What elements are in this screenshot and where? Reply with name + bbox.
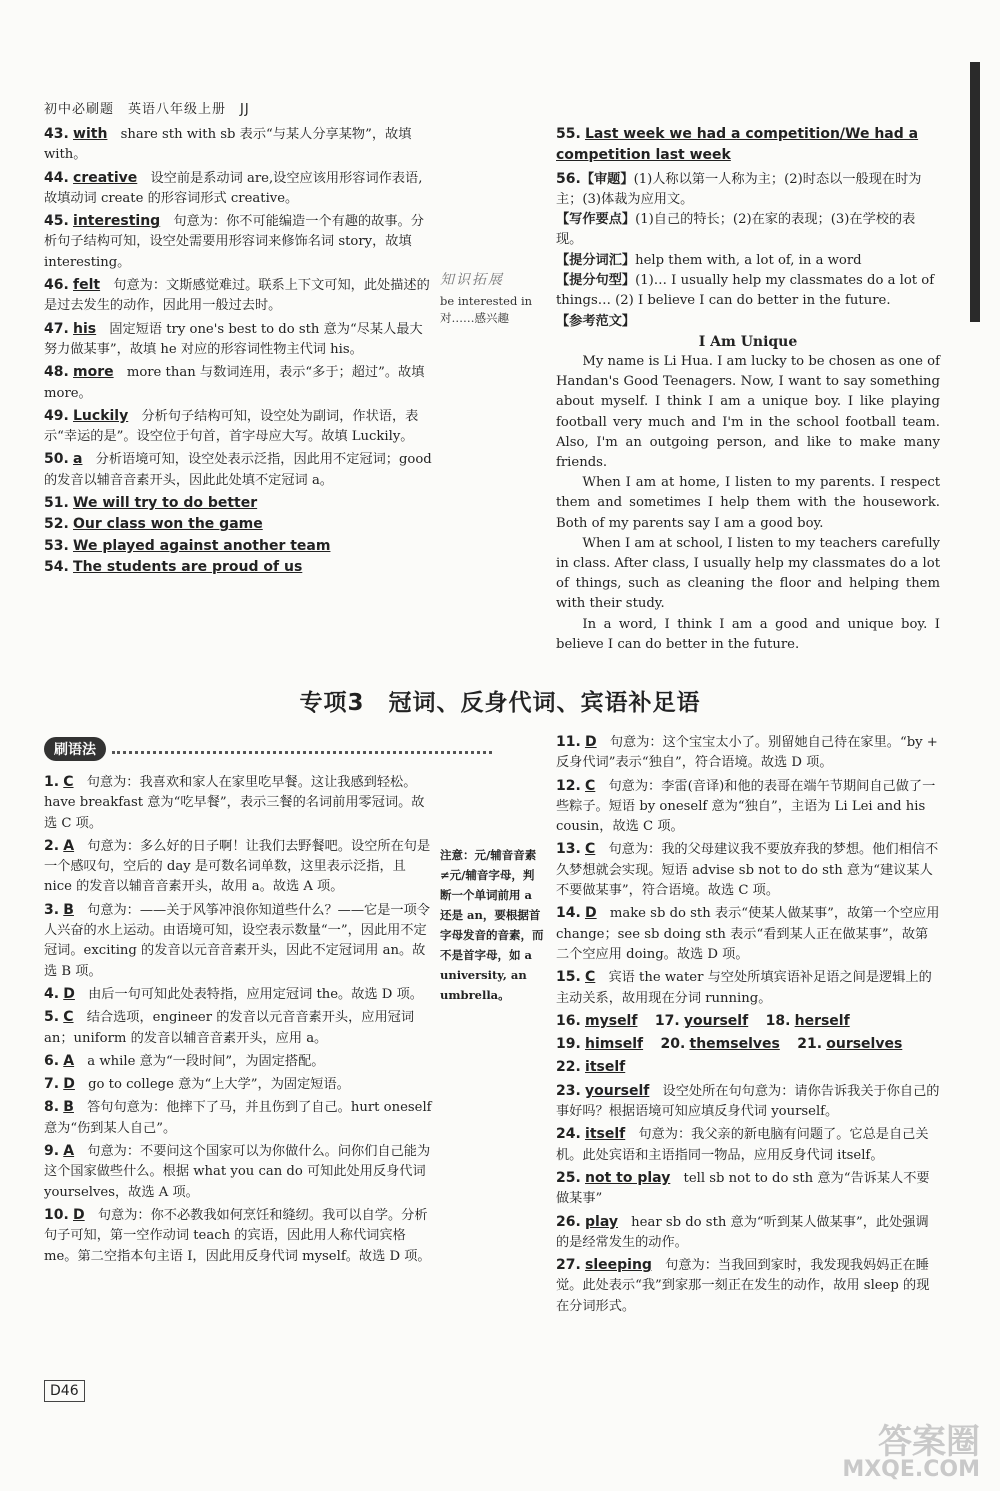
answer: We played against another team [73, 537, 331, 554]
question-item [44, 836, 434, 898]
question-number: 51. [44, 495, 69, 512]
question-number: 46. [44, 277, 69, 294]
guide-label: 【提分词汇】 [556, 252, 636, 268]
explanation: 固定短语 try one's best to do sth 意为“尽某人最大努力做某事”，故填 he 对应的形容词性物主代词 his。 [44, 321, 423, 357]
answer: D [63, 1076, 75, 1093]
question-number: 1. [44, 774, 60, 790]
question-number: 47. [44, 320, 69, 337]
question-number: 8. [44, 1099, 60, 1116]
guide-label: 【写作要点】 [556, 212, 636, 228]
essay-paragraph: In a word, I think I am a good and unique boy. I believe I can do better in the future. [556, 616, 940, 652]
short-answer-row [556, 1057, 940, 1078]
writing-guide-item [556, 251, 940, 271]
answer: Luckily [73, 407, 129, 424]
question-number: 15. [556, 969, 581, 986]
answer: D [73, 1206, 85, 1223]
answer: herself [794, 1012, 850, 1029]
question-number: 44. [44, 169, 69, 186]
guide-text: (1)自己的特长；(2)在家的表现；(3)在学校的表现。 [556, 212, 916, 248]
explanation: 句意为：李雷(音译)和他的表哥在端午节期间自己做了一些粽子。短语 by oneself 意为“独自”，主语为 Li Lei and his cousin，故选 C 项。 [556, 778, 936, 835]
answer: his [73, 320, 97, 337]
answer: with [73, 126, 108, 142]
note-sidebar: 注意：元/辅音音素≠元/辅音字母，判断一个单词前用 a 还是 an，要根据首字母发音的音素，而不是首字母，如 a university, an umbrella。 [440, 848, 544, 1002]
question-number: 23. [556, 1082, 581, 1099]
question-number: 48. [44, 364, 69, 381]
question-number: 9. [44, 1143, 60, 1160]
question-item [44, 493, 432, 514]
question-56 [556, 169, 940, 332]
explanation: 分析句子结构可知，设空处为副词，作状语，表示“幸运的是”。设空位于句首，首字母应大写。故填 Luckily。 [44, 408, 419, 445]
answer: C [585, 777, 596, 794]
question-item [556, 732, 940, 774]
section-title: 专项3 冠词、反身代词、宾语补足语 [299, 690, 701, 716]
answer: himself [585, 1036, 644, 1053]
short-answer-row [556, 1011, 940, 1032]
essay-paragraph: When I am at home, I listen to my parents. I respect them and sometimes I help them with the housework. Both of my parents say I am a good boy. [556, 475, 940, 531]
answer: sleeping [585, 1257, 652, 1274]
guide-text: help them with, a lot of, in a word [635, 252, 862, 268]
left-top-column [44, 124, 432, 578]
question-item [556, 1081, 940, 1123]
answer: yourself [585, 1082, 650, 1099]
question-item [556, 776, 940, 838]
guide-label: 【审题】 [580, 171, 634, 187]
question-item [44, 1141, 434, 1203]
right-top-column [556, 124, 940, 655]
question-item [44, 772, 434, 834]
question-number: 19. [556, 1036, 581, 1053]
explanation: a while 意为“一段时间”，为固定搭配。 [87, 1053, 325, 1069]
explanation: 设空前是系动词 are,设空应该用形容词作表语,故填动词 create 的形容词形式 creative。 [44, 170, 423, 206]
question-number: 5. [44, 1009, 60, 1026]
question-item [44, 319, 432, 361]
question-item [556, 903, 940, 965]
question-item [44, 1097, 434, 1139]
question-item [44, 900, 434, 982]
question-item [44, 514, 432, 535]
essay-paragraph: My name is Li Hua. I am lucky to be chosen as one of Handan's Good Teenagers. Now, I want to say something about myself. I think I am a unique boy. I like playing football very much and I'm in the school football team. Also, I'm an outgoing person, and like to make many friends. [556, 353, 940, 470]
answer: D [585, 905, 597, 922]
answer: ourselves [826, 1036, 903, 1053]
badge-label: 刷语法 [44, 737, 106, 761]
explanation: tell sb not to do sth 意为“告诉某人不要做某事” [556, 1170, 930, 1207]
answer: The students are proud of us [73, 558, 303, 575]
question-number: 22. [556, 1059, 581, 1076]
question-item [44, 557, 432, 578]
question-number: 6. [44, 1052, 60, 1069]
question-number: 12. [556, 777, 581, 794]
answer: C [63, 1009, 74, 1026]
answer: C [585, 969, 596, 986]
question-number: 17. [654, 1012, 680, 1029]
explanation: 句意为：——关于风筝冲浪你知道些什么？——它是一项令人兴奋的水上运动。由语境可知，设空表示数量“一”，因此用不定冠词。exciting 的发音以元音音素开头，因此不定冠词用 an。故选 B 项。 [44, 902, 430, 979]
sidebar-text: be interested in 对……感兴趣 [440, 294, 533, 325]
answer: not to play [585, 1169, 671, 1186]
question-number: 13. [556, 841, 581, 858]
left-bottom-column [44, 772, 434, 1269]
question-item [44, 1074, 434, 1095]
guide-label: 【参考范文】 [556, 313, 636, 329]
explanation: 分析语境可知，设空处表示泛指，因此用不定冠词；good 的发音以辅音音素开头，因此此处填不定冠词 a。 [44, 452, 432, 488]
question-number: 53. [44, 537, 69, 554]
question-number: 50. [44, 451, 69, 468]
explanation: make sb do sth 表示“使某人做某事”，故第一个空应用 change；see sb doing sth 表示“看到某人正在做某事”，故第二个空应用 doing。故选 D 项。 [556, 906, 940, 962]
page-number: D46 [44, 1380, 85, 1402]
explanation: 句意为：你不可能编造一个有趣的故事。分析句子结构可知，设空处需要用形容词来修饰名词 story，故填interesting。 [44, 214, 424, 270]
knowledge-sidebar [440, 272, 548, 327]
essay-body [556, 352, 940, 655]
question-item [556, 1124, 940, 1166]
dotted-rule [112, 750, 492, 754]
question-number: 27. [556, 1257, 581, 1274]
question-number: 16. [556, 1012, 581, 1029]
question-number: 54. [44, 558, 69, 575]
answer: itself [585, 1126, 626, 1143]
guide-text: (1)人称以第一人称为主；(2)时态以一般现在时为主；(3)体裁为应用文。 [556, 171, 922, 207]
explanation: 结合选项，engineer 的发音以元音音素开头，应用冠词 an；uniform 的发音以辅音音素开头，应用 a。 [44, 1010, 415, 1046]
answer: We will try to do better [73, 495, 258, 512]
explanation: hear sb do sth 意为“听到某人做某事”，此处强调的是经常发生的动作。 [556, 1214, 929, 1250]
explanation: go to college 意为“上大学”，为固定短语。 [88, 1077, 350, 1093]
question-number: 4. [44, 985, 60, 1002]
answer: a [73, 451, 83, 468]
question-number: 24. [556, 1126, 581, 1143]
answer: Our class won the game [73, 516, 263, 533]
watermark [842, 1422, 980, 1482]
question-item [44, 211, 432, 273]
explanation: 由后一句可知此处表特指，应用定冠词 the。故选 D 项。 [88, 986, 423, 1002]
answer: Last week we had a competition/We had a competition last week [556, 126, 919, 164]
sidebar-title: 知识拓展 [440, 272, 504, 288]
question-number: 7. [44, 1076, 60, 1093]
explanation: 句意为：当我回到家时，我发现我妈妈正在睡觉。此处表示“我”到家那一刻正在发生的动作，故用 sleep 的现在分词形式。 [556, 1258, 930, 1314]
writing-guide-item [556, 210, 940, 251]
question-number: 25. [556, 1169, 581, 1186]
question-number: 43. [44, 126, 69, 142]
answer: itself [585, 1059, 626, 1076]
question-number: 11. [556, 734, 581, 750]
answer: yourself [683, 1012, 749, 1029]
explanation: 句意为：文斯感觉难过。联系上下文可知，此处描述的是过去发生的动作，因此用一般过去时。 [44, 278, 430, 314]
essay-paragraph: When I am at school, I listen to my teachers carefully in class. After class, I usually help my classmates do a lot of things, such as cleaning the floor and helping them with their study. [556, 535, 940, 612]
explanation: 句意为：不要问这个国家可以为你做什么。问你们自己能为这个国家做些什么。根据 what you can do 可知此处用反身代词 yourselves，故选 A 项。 [44, 1144, 431, 1200]
explanation: 答句句意为：他摔下了马，并且伤到了自己。hurt oneself 意为“伤到某人自己”。 [44, 1100, 432, 1136]
answer: D [63, 985, 75, 1002]
writing-guide-item [556, 312, 940, 332]
question-number: 21. [797, 1036, 823, 1053]
question-number: 18. [765, 1012, 791, 1029]
short-answer-row [556, 1034, 940, 1055]
explanation: 设空处所在句句意为：请你告诉我关于你自己的事好吗？根据语境可知应填反身代词 yourself。 [556, 1083, 940, 1120]
question-item [556, 1212, 940, 1254]
answer: A [63, 837, 75, 854]
question-item [44, 168, 432, 210]
essay-title: I Am Unique [698, 333, 798, 350]
question-item [44, 362, 432, 404]
question-item [556, 1168, 940, 1210]
answer: C [585, 841, 596, 858]
question-item [44, 449, 432, 491]
question-item [556, 967, 940, 1009]
question-number: 3. [44, 901, 60, 918]
answer: C [63, 774, 74, 790]
question-number: 26. [556, 1213, 581, 1230]
question-number: 2. [44, 837, 60, 854]
explanation: 句意为：我的父母建议我不要放弃我的梦想。他们相信不久梦想就会实现。短语 advise sb not to do sth 意为“建议某人不要做某事”，符合语境。故选 C 项。 [556, 842, 939, 899]
answer: more [73, 364, 114, 381]
question-item [556, 839, 940, 901]
guide-label: 【提分句型】 [556, 273, 636, 289]
explanation: 句意为：这个宝宝太小了。别留她自己待在家里。“by + 反身代词”表示“独自”，符合语境。故选 D 项。 [556, 735, 938, 771]
answer: D [585, 734, 597, 750]
question-item [556, 1255, 940, 1317]
explanation: 句意为：你不必教我如何烹饪和缝纫。我可以自学。分析句子可知，第一空作动词 teach 的宾语，因此用人称代词宾格 me。第二空指本句主语 I，因此用反身代词 myself。故选 D 项。 [44, 1207, 431, 1264]
question-item [44, 275, 432, 317]
writing-guide-item [556, 172, 921, 207]
answer: creative [73, 169, 138, 186]
answer: felt [73, 277, 101, 294]
question-number: 55. [556, 126, 581, 142]
question-item [44, 984, 434, 1005]
question-number: 45. [44, 213, 69, 230]
answer: A [63, 1052, 75, 1069]
question-number: 52. [44, 516, 69, 533]
question-item [44, 406, 432, 448]
question-number: 20. [660, 1036, 686, 1053]
writing-guide-item [556, 271, 940, 312]
answer: myself [585, 1012, 638, 1029]
question-item [44, 1051, 434, 1072]
question-item [44, 1007, 434, 1049]
explanation: 句意为：多么好的日子啊！让我们去野餐吧。设空所在句是一个感叹句，空后的 day 是可数名词单数，这里表示泛指，且 nice 的发音以辅音音素开头，故用 a。故选 A 项。 [44, 838, 431, 895]
question-number: 14. [556, 905, 581, 922]
question-number: 56. [556, 170, 581, 187]
explanation: more than 与数词连用，表示“多于；超过”。故填 more。 [44, 365, 425, 401]
right-bottom-column [556, 732, 940, 1319]
edge-bar [970, 62, 980, 322]
explanation: 句意为：我喜欢和家人在家里吃早餐。这让我感到轻松。have breakfast 意为“吃早餐”，表示三餐的名词前用零冠词。故选 C 项。 [44, 775, 425, 831]
question-item [44, 1205, 434, 1267]
answer: A [63, 1143, 75, 1160]
running-header: 初中必刷题 英语八年级上册 JJ [44, 102, 250, 117]
grammar-badge [44, 737, 492, 761]
explanation: 句意为：我父亲的新电脑有问题了。它总是自己关机。此处宾语和主语指同一物品，应用反身代词 itself。 [556, 1127, 929, 1163]
question-number: 49. [44, 407, 69, 424]
explanation: share sth with sb 表示“与某人分享某物”，故填 with。 [44, 127, 412, 163]
explanation: 宾语 the water 与空处所填宾语补足语之间是逻辑上的主动关系，故用现在分词 running。 [556, 970, 932, 1006]
question-55 [556, 124, 940, 167]
answer: B [63, 1099, 74, 1116]
answer: B [63, 901, 74, 918]
watermark-main: 答案圈 [878, 1422, 980, 1462]
answer: play [585, 1213, 618, 1230]
question-item [44, 124, 432, 166]
watermark-sub: MXQE.COM [842, 1457, 980, 1482]
guide-text: (1)… I usually help my classmates do a lot of things… (2) I believe I can do better in the future. [556, 273, 935, 309]
answer: interesting [73, 213, 161, 230]
question-number: 10. [44, 1206, 69, 1223]
answer: themselves [689, 1036, 780, 1053]
question-item [44, 536, 432, 557]
